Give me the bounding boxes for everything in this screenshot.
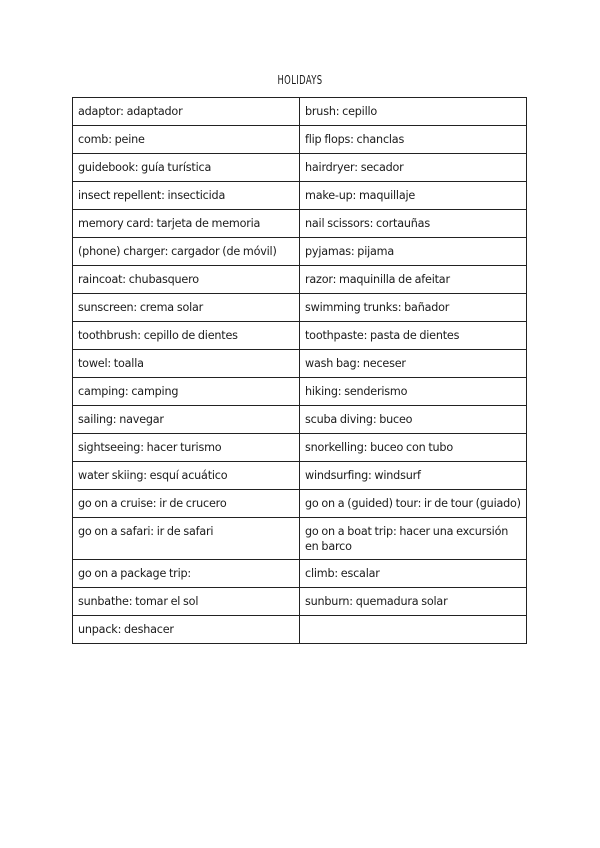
table-cell: flip flops: chanclas xyxy=(300,126,527,154)
table-cell: sunbathe: tomar el sol xyxy=(73,588,300,616)
table-cell: nail scissors: cortauñas xyxy=(300,210,527,238)
table-cell: adaptor: adaptador xyxy=(73,98,300,126)
table-cell: make-up: maquillaje xyxy=(300,182,527,210)
table-cell: (phone) charger: cargador (de móvil) xyxy=(73,238,300,266)
table-row xyxy=(73,210,527,238)
table-row xyxy=(73,588,527,616)
table-row xyxy=(73,434,527,462)
table-cell: hiking: senderismo xyxy=(300,378,527,406)
table-row xyxy=(73,406,527,434)
table-row xyxy=(73,616,527,644)
table-cell: swimming trunks: bañador xyxy=(300,294,527,322)
table-cell: water skiing: esquí acuático xyxy=(73,462,300,490)
table-cell-empty xyxy=(300,616,527,644)
table-cell: sunburn: quemadura solar xyxy=(300,588,527,616)
table-cell: go on a cruise: ir de crucero xyxy=(73,490,300,518)
table-cell: sightseeing: hacer turismo xyxy=(73,434,300,462)
table-cell: toothpaste: pasta de dientes xyxy=(300,322,527,350)
table-row xyxy=(73,560,527,588)
table-cell: wash bag: neceser xyxy=(300,350,527,378)
table-cell: snorkelling: buceo con tubo xyxy=(300,434,527,462)
vocabulary-table xyxy=(72,97,527,644)
page-title: HOLIDAYS xyxy=(277,73,323,87)
table-row xyxy=(73,350,527,378)
table-row xyxy=(73,266,527,294)
table-cell: go on a package trip: xyxy=(73,560,300,588)
table-row xyxy=(73,322,527,350)
table-cell: unpack: deshacer xyxy=(73,616,300,644)
table-cell: insect repellent: insecticida xyxy=(73,182,300,210)
table-cell: scuba diving: buceo xyxy=(300,406,527,434)
table-cell: go on a boat trip: hacer una excursión en barco xyxy=(300,518,527,560)
table-cell: hairdryer: secador xyxy=(300,154,527,182)
table-cell: climb: escalar xyxy=(300,560,527,588)
table-cell: go on a safari: ir de safari xyxy=(73,518,300,560)
table-cell: memory card: tarjeta de memoria xyxy=(73,210,300,238)
table-row xyxy=(73,238,527,266)
table-cell: guidebook: guía turística xyxy=(73,154,300,182)
table-row xyxy=(73,490,527,518)
table-cell: camping: camping xyxy=(73,378,300,406)
table-cell: razor: maquinilla de afeitar xyxy=(300,266,527,294)
table-cell: towel: toalla xyxy=(73,350,300,378)
table-row xyxy=(73,462,527,490)
table-cell: raincoat: chubasquero xyxy=(73,266,300,294)
table-row xyxy=(73,378,527,406)
table-cell: toothbrush: cepillo de dientes xyxy=(73,322,300,350)
table-cell: windsurfing: windsurf xyxy=(300,462,527,490)
table-row xyxy=(73,98,527,126)
table-row xyxy=(73,154,527,182)
table-cell: go on a (guided) tour: ir de tour (guiado) xyxy=(300,490,527,518)
table-cell: pyjamas: pijama xyxy=(300,238,527,266)
table-row xyxy=(73,126,527,154)
table-row xyxy=(73,518,527,560)
table-cell: comb: peine xyxy=(73,126,300,154)
table-cell: brush: cepillo xyxy=(300,98,527,126)
table-cell: sunscreen: crema solar xyxy=(73,294,300,322)
table-row xyxy=(73,294,527,322)
table-cell: sailing: navegar xyxy=(73,406,300,434)
table-row xyxy=(73,182,527,210)
